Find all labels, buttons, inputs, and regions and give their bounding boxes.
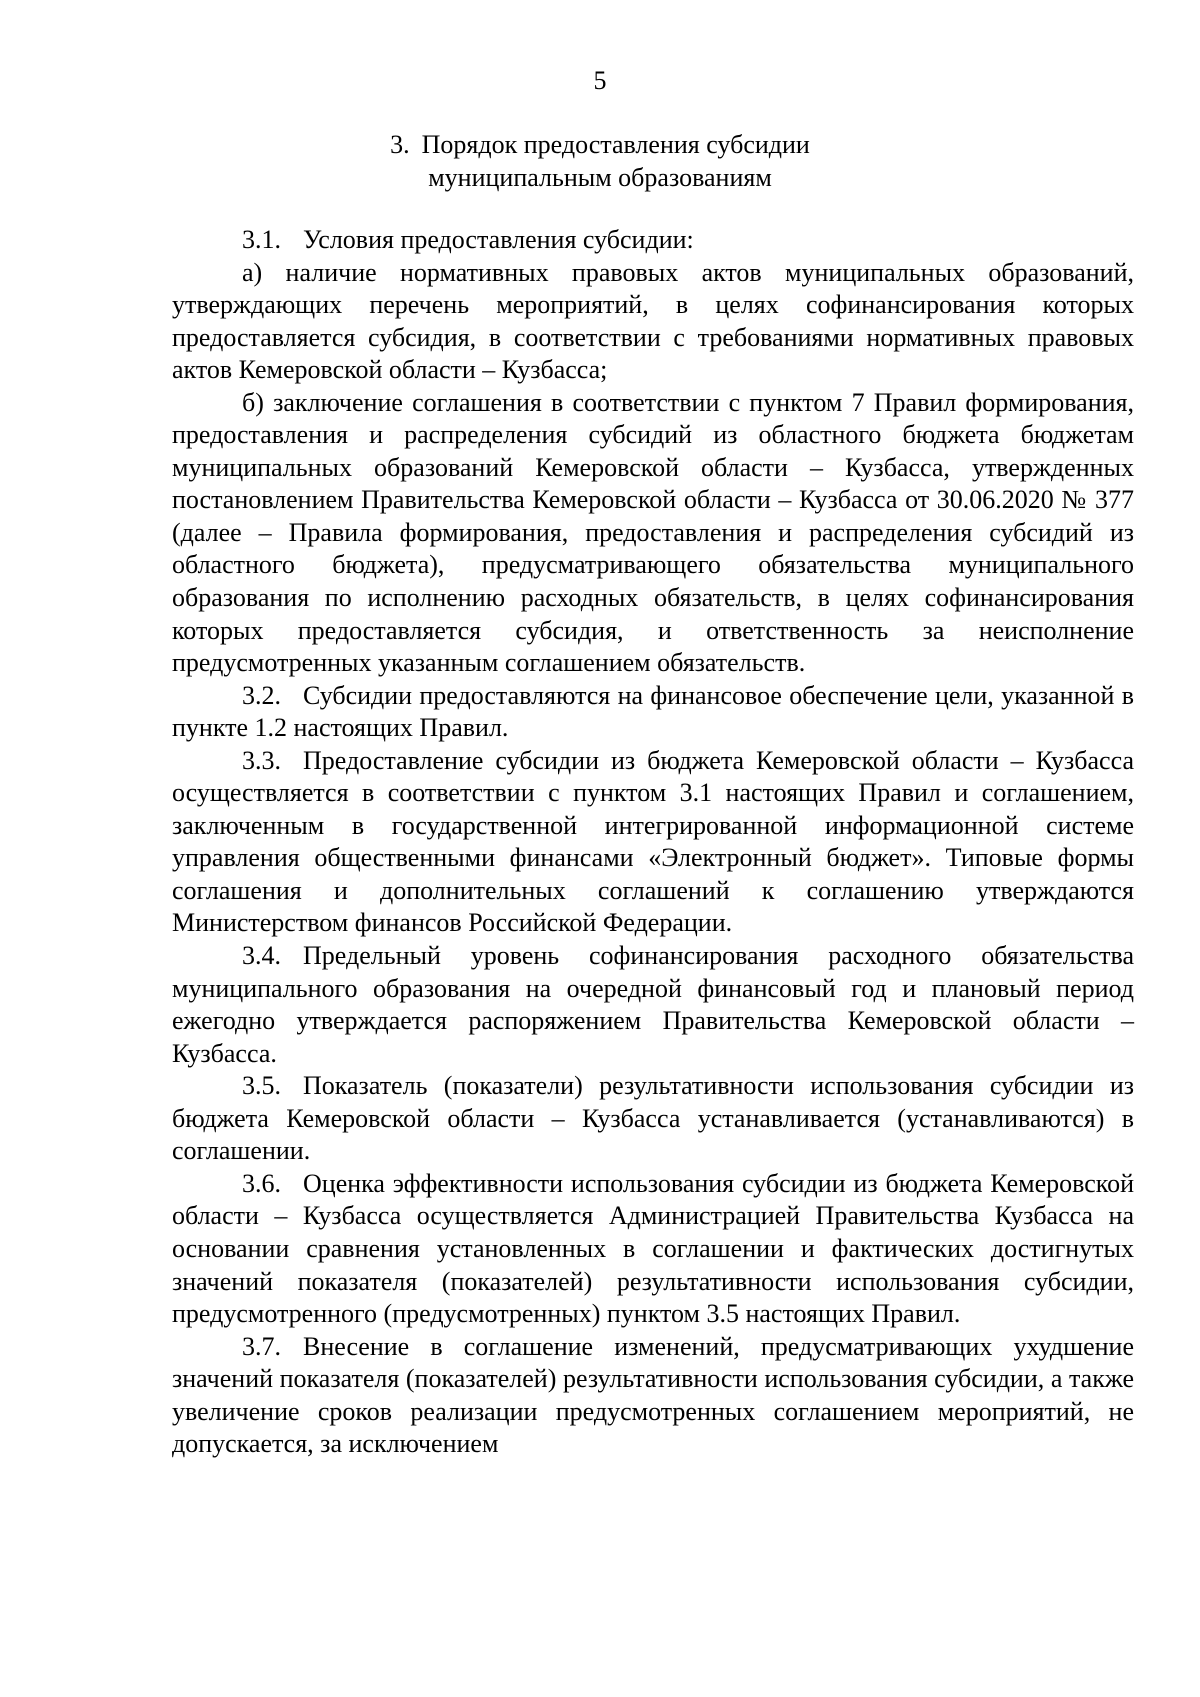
paragraph-text: а) наличие нормативных правовых актов муниципальных образований, утверждающих перечень мероприятий, в целях софинансирования которых предоставляется субсидия, в соответствии с требованиями нормативных правовых актов Кемеровской области – Кузбасса; — [172, 257, 1134, 385]
paragraph-3-6 — [172, 1168, 1134, 1331]
paragraph-number: 3.3. — [242, 745, 281, 775]
paragraph-3-4 — [172, 940, 1134, 1070]
paragraph-number: 3.4. — [242, 941, 281, 971]
paragraph-text: Оценка эффективности использования субсидии из бюджета Кемеровской области – Кузбасса осуществляется Администрацией Правительства Кузбасса на основании сравнения установленных в соглашении и фактических достигнутых значений показателя (показателей) результативности использования субсидии, предусмотренного (предусмотренных) пунктом 3.5 настоящих Правил. — [172, 1168, 1134, 1329]
paragraph-text: Показатель (показатели) результативности использования субсидии из бюджета Кемеровской области – Кузбасса устанавливается (устанавливаются) в соглашении. — [172, 1071, 1134, 1166]
paragraph-number: 3.1. — [242, 225, 281, 254]
paragraph-3-1-b — [172, 387, 1134, 680]
paragraph-3-2 — [172, 680, 1134, 745]
page-number: 5 — [593, 66, 607, 95]
section-heading — [0, 128, 1200, 194]
paragraph-text: Субсидии предоставляются на финансовое обеспечение цели, указанной в пункте 1.2 настоящих Правил. — [172, 680, 1134, 743]
paragraph-number: 3.2. — [242, 680, 281, 710]
section-title-line-2: муниципальным образованиям — [428, 163, 772, 192]
section-number: 3. — [390, 130, 410, 159]
paragraph-3-3 — [172, 745, 1134, 940]
document-body — [172, 224, 1134, 1461]
paragraph-3-1-a — [172, 257, 1134, 387]
paragraph-text: Предоставление субсидии из бюджета Кемеровской области – Кузбасса осуществляется в соответствии с пунктом 3.1 настоящих Правил и соглашением, заключенным в государственной интегрированной информационной системе управления общественными финансами «Электронный бюджет». Типовые формы соглашения и дополнительных соглашений к соглашению утверждаются Министерством финансов Российской Федерации. — [172, 745, 1134, 938]
paragraph-3-5 — [172, 1070, 1134, 1168]
paragraph-number: 3.6. — [242, 1168, 281, 1198]
paragraph-number: 3.7. — [242, 1331, 281, 1361]
paragraph-text: б) заключение соглашения в соответствии с пунктом 7 Правил формирования, предоставления и распределения субсидий из областного бюджета бюджетам муниципальных образований Кемеровской области – Кузбасса, утвержденных постановлением Правительства Кемеровской области – Кузбасса от 30.06.2020 № 377 (далее – Правила формирования, предоставления и распределения субсидий из областного бюджета), предусматривающего обязательства муниципального образования по исполнению расходных обязательств, в целях софинансирования которых предоставляется субсидия, и ответственность за неисполнение предусмотренных указанным соглашением обязательств. — [172, 387, 1134, 678]
paragraph-number: 3.5. — [242, 1071, 281, 1101]
paragraph-text: Предельный уровень софинансирования расходного обязательства муниципального образования на очередной финансовый год и плановый период ежегодно утверждается распоряжением Правительства Кемеровской области – Кузбасса. — [172, 941, 1134, 1068]
paragraph-text: Внесение в соглашение изменений, предусматривающих ухудшение значений показателя (показателей) результативности использования субсидии, а также увеличение сроков реализации предусмотренных соглашением мероприятий, не допускается, за исключением — [172, 1331, 1134, 1459]
section-title-line-1: Порядок предоставления субсидии — [421, 130, 810, 159]
paragraph-text: Условия предоставления субсидии: — [303, 225, 694, 254]
paragraph-3-1 — [172, 224, 1134, 257]
paragraph-3-7 — [172, 1331, 1134, 1461]
section-heading-line-1 — [0, 128, 1200, 161]
